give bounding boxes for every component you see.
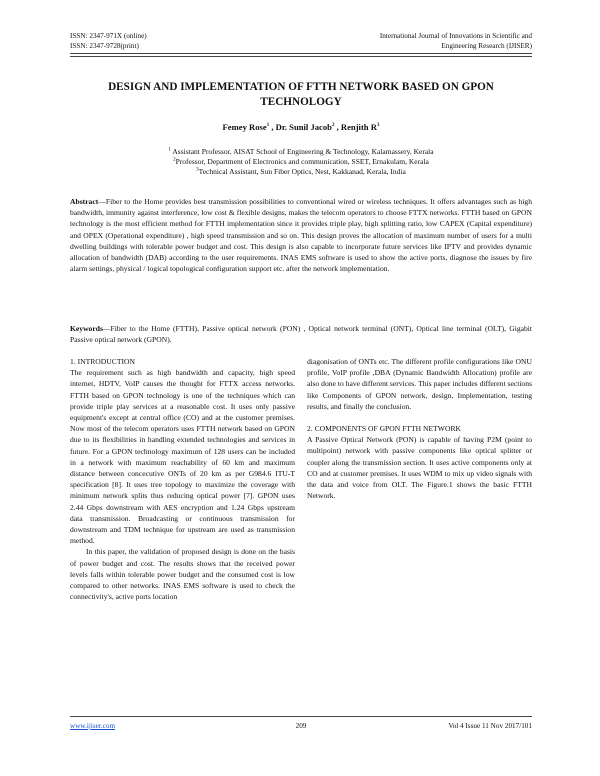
header-rule-top	[70, 53, 532, 54]
issn-print: ISSN: 2347-9728(print)	[70, 42, 139, 50]
components-paragraph-1: A Passive Optical Network (PON) is capable of having P2M (point to multipoint) network with passive components like optical splitter or coupler along the transmission section. It uses active components only at CO and at customer premises. It uses WDM to mix up video signals with the data and voice from OLT. The Figure.1 shows the basic FTTH Network.	[307, 435, 532, 501]
affiliation-3: $^3$Technical Assistant, Sun Fiber Optics, Nest, Kakkanad, Kerala, India	[196, 167, 406, 177]
intro-paragraph-1: The requirement such as high bandwidth and capacity, high speed internet, HDTV, VoIP causes the thought for FTTX access networks. FTTH based on GPON technology is one of the techniques which can provide triple play services at a reasonable cost. It uses only passive equipment's except at central office (CO) and at the customer premises. Now most of the telecom operators uses FTTH network based on GPON due to its flexibilities in handling extended technologies and services in future. For a GPON technology maximum of 128 users can be included in a network with maximum reachability of 60 km and maximum distance between concecutive ONTs of 20 km as per G984.6 ITU-T specification [8]. It uses tree topology to maximize the coverage with minimum network splits thus reducing optical power [7]. GPON uses 2.44 Gbps downstream with AES encryption and 1.24 Gbps upstream data transmission. Broadcasting or continuous transmission for downstream and TDM technique for upstream are used as transmission method.	[70, 368, 295, 546]
abstract-label: Abstract	[70, 197, 99, 206]
section-2-heading: 2. COMPONENTS OF GPON FTTH NETWORK	[307, 424, 461, 434]
affiliations	[70, 147, 532, 178]
journal-name-line1: International Journal of Innovations in Scientific and	[379, 32, 532, 40]
page-number: 209	[295, 722, 307, 730]
keywords-text: —Fiber to the Home (FTTH), Passive optical network (PON) , Optical network terminal (ONT), Optical line terminal (OLT), Gigabit Passive optical network (GPON).	[70, 324, 532, 345]
author-list	[70, 122, 532, 132]
author-3: , Renjith $R^3$	[336, 122, 380, 132]
left-column	[70, 356, 295, 602]
title-line-2: TECHNOLOGY	[260, 95, 342, 108]
keywords	[70, 323, 532, 345]
author-2: , Dr. Sunil Jacob$^2$	[271, 122, 335, 132]
affiliation-2: $^2$Professor, Department of Electronics and communication, SSET, Ernakulam, Kerala	[173, 157, 429, 167]
abstract-text: —Fiber to the Home provides best transmission possibilities to conventional wired or wireless techniques. It offers advantages such as high bandwidth, immunity against interference, low cost & flexible designs, makes the telecom operators to choose FTTX networks. FTTH based on GPON technology is the most efficient method for FTTH implementation since it provides triple play, high splitting ratio, low CAPEX (Capital expenditure) and OPEX (Operational expenditure) , high speed transmission and so on. This design proves the allocation of maximum number of users for a multi dwelling buildings with tolerable power budget and cost. This design is also capable to incorporate future services like IPTV and provides dynamic allocation of bandwidth (DAB) according to the user requirements. INAS EMS software is used to show the active ports, diagnose the issues by fire alarm settings, physical / logical topological configuration support etc. after the network implementation.	[70, 197, 532, 274]
author-1: Femey Rose$^1$	[222, 122, 270, 132]
header-journal	[380, 31, 532, 51]
journal-name-line2: Engineering Research (IJISER)	[441, 42, 532, 50]
keywords-label: Keywords	[70, 324, 103, 333]
issn-online: ISSN: 2347-971X (online)	[70, 32, 147, 40]
intro-paragraph-2: In this paper, the validation of proposed design is done on the basis of power budget and cost. The results shows that the received power levels falls within tolerable power budget and the consumed cost is low compared to other networks. INAS EMS software is used to check the connectivity's, active ports location	[70, 547, 295, 602]
website-link[interactable]: www.ijiser.com	[70, 722, 116, 730]
abstract	[70, 196, 532, 274]
header-rule-bottom	[70, 56, 532, 57]
affiliation-1: $^1$ Assistant Professor, AISAT School of Engineering & Technology, Kalamassery, Kerala	[168, 147, 434, 156]
section-1-heading: 1. INTRODUCTION	[70, 357, 135, 366]
footer-rule	[70, 716, 532, 717]
header-issn	[70, 31, 147, 51]
right-column	[307, 356, 532, 501]
intro-paragraph-2-continued: diagonisation of ONTs etc. The different profile configurations like ONU profile, VoIP profile ,DBA (Dynamic Bandwidth Allocation) profile are also done to have different services. This paper includes different sections like Components of GPON network, design, Implementation, testing results, and finally the conclusion.	[307, 357, 532, 411]
title-line-1: DESIGN AND IMPLEMENTATION OF FTTH NETWORK BASED ON GPON	[108, 81, 494, 93]
volume-info: Vol 4 Issue 11 Nov 2017/101	[448, 722, 532, 730]
paper-title	[70, 80, 532, 109]
